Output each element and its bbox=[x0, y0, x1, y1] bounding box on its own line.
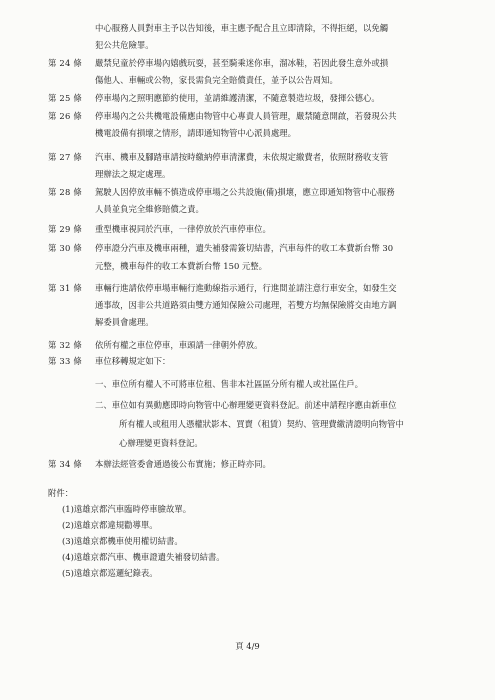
article-text: 汽車、機車及腳踏車請按時繳納停車清潔費，未依規定繳費者，依照財務收支管 bbox=[95, 152, 389, 162]
attachments-title: 附件： bbox=[48, 488, 74, 498]
article-text: 停車場內之公共機電設備應由物管中心專責人員管理，嚴禁隨意開啟，若發現公共 bbox=[95, 111, 397, 121]
article-text: 嚴禁兒童於停車場內嬉戲玩耍，甚至騎乘迷你車，溜冰鞋，若因此發生意外或損 bbox=[95, 58, 389, 68]
article-text: 駕駛人因停放車輛不慎造成停車場之公共設施(備)損壞，應立即通知物管中心服務 bbox=[95, 187, 395, 197]
article-text: 傷他人、車輛或公物，家長需負完全賠償責任，並予以公告周知。 bbox=[95, 75, 338, 85]
article-number: 第 33 條 bbox=[48, 356, 82, 366]
article-subitem: 一、車位所有權人不可將車位租、售非本社區區分所有權人或社區住戶。 bbox=[95, 379, 363, 389]
article-text: 依所有權之車位停車，車頭請一律朝外停放。 bbox=[95, 340, 263, 350]
article-number: 第 24 條 bbox=[48, 58, 82, 68]
article-text: 人員並負完全維修賠償之責。 bbox=[95, 204, 204, 214]
page-number: 頁 4/9 bbox=[235, 641, 260, 651]
article-text: 理辦法之規定處理。 bbox=[95, 169, 171, 179]
article-number: 第 28 條 bbox=[48, 187, 82, 197]
article-continuation-line: 中心服務人員對車主予以告知後，車主應予配合且立即清除，不得拒絕，以免觸 bbox=[95, 23, 389, 33]
article-text: 車輛行進請依停車場車輛行進動線指示通行，行進間並請注意行車安全，如發生交 bbox=[95, 283, 397, 293]
attachment-item: (2)遠雄京都違規勸導單。 bbox=[62, 520, 158, 530]
attachment-item: (3)遠雄京都機車使用權切結書。 bbox=[62, 536, 183, 546]
article-number: 第 30 條 bbox=[48, 243, 82, 253]
article-text: 通事故，因非公共道路須由雙方通知保險公司處理，若雙方均無保險將交由地方調 bbox=[95, 300, 397, 310]
attachment-item: (5)遠雄京都巡邏紀錄表。 bbox=[62, 568, 158, 578]
article-number: 第 25 條 bbox=[48, 93, 82, 103]
article-text: 機電設備有損壞之情形，請即通知物管中心派員處理。 bbox=[95, 128, 296, 138]
article-number: 第 31 條 bbox=[48, 283, 82, 293]
attachment-item: (4)遠雄京都汽車、機車證遺失補發切結書。 bbox=[62, 552, 225, 562]
article-number: 第 29 條 bbox=[48, 224, 82, 234]
article-continuation-line: 犯公共危險罪。 bbox=[95, 40, 154, 50]
article-text: 解委員會處理。 bbox=[95, 317, 154, 327]
article-number: 第 34 條 bbox=[48, 459, 82, 469]
article-text: 停車場內之照明應節約使用，並請維護清潔，不隨意製造垃圾，發揮公德心。 bbox=[95, 93, 380, 103]
attachment-item: (1)遠雄京都汽車臨時停車臉故單。 bbox=[62, 504, 192, 514]
article-text: 重型機車視同於汽車，一律停放於汽車停車位。 bbox=[95, 224, 271, 234]
article-number: 第 27 條 bbox=[48, 152, 82, 162]
article-text: 停車證分汽車及機車兩種，遺失補發需簽切結書，汽車每件的收工本費新台幣 30 bbox=[95, 243, 394, 253]
article-subitem: 二、車位如有異動應即時向物管中心辦理變更資料登記。前述申請程序應由新車位 bbox=[95, 400, 397, 410]
article-text: 車位移轉規定如下： bbox=[95, 356, 171, 366]
article-text: 本辦法經管委會通過後公布實施；修正時亦同。 bbox=[95, 459, 271, 469]
article-number: 第 32 條 bbox=[48, 340, 82, 350]
article-subitem: 心辦理變更資料登記。 bbox=[119, 438, 203, 448]
article-number: 第 26 條 bbox=[48, 111, 82, 121]
article-text: 元整，機車每件的收工本費新台幣 150 元整。 bbox=[95, 261, 268, 271]
article-subitem: 所有權人或租用人憑權狀影本、買賣（租賃）契約、管理費繳清證明向物管中 bbox=[119, 419, 404, 429]
